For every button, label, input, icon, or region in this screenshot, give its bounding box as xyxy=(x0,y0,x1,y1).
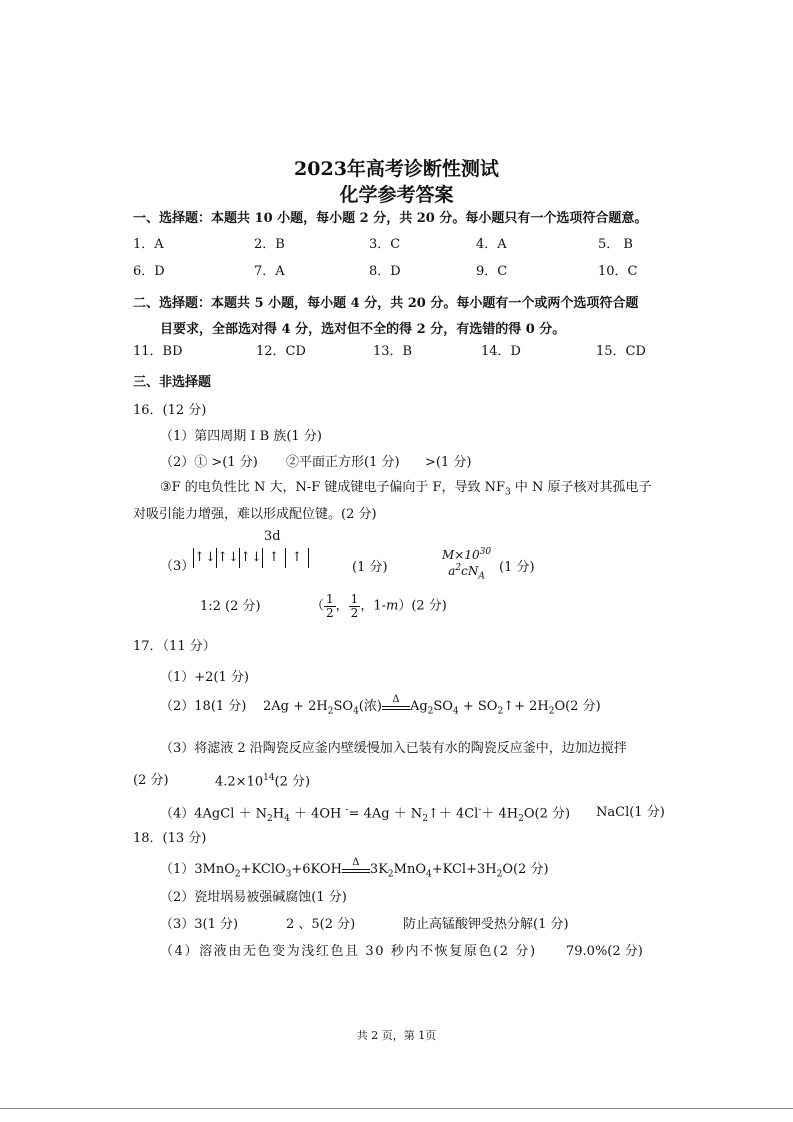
answer-11: 11．BD xyxy=(133,344,183,359)
q16-part3-score1: (1 分) xyxy=(352,560,388,575)
q17-value-tail: (2 分) xyxy=(274,774,311,790)
density-numerator-exp: 30 xyxy=(479,547,492,557)
section3-heading: 三、非选择题 xyxy=(133,375,212,390)
q18-part1-text: （1）3MnO xyxy=(160,862,235,877)
q17-part4-text: （4）4AgCl ＋ N xyxy=(160,806,267,822)
density-denominator-exp: 2 xyxy=(455,562,462,573)
q16-part2-explanation-tail: 中 N 原子核对其孤电子 xyxy=(510,480,652,495)
section2-heading-line1: 二、选择题：本题共 5 小题，每小题 4 分，共 20 分。每小题有一个或两个选项符合题 xyxy=(133,296,639,311)
q17-eq-left: 2Ag + 2H xyxy=(263,699,328,714)
answer-3: 3．C xyxy=(369,237,401,252)
q16-part3-label: （3） xyxy=(160,559,195,574)
answer-5: 5． B xyxy=(598,237,633,252)
q17-part4: （4）4AgCl ＋ $N_2H_4 + 4OH$ $^-= 4Ag + N_2↑+ 4Cl^-+ 4H_2O(2$ 分) xyxy=(160,805,571,824)
coord-frac1-num: 1 xyxy=(326,592,334,606)
page-footer: 共 2 页，第 1页 xyxy=(356,1029,437,1042)
answer-14: 14．D xyxy=(481,344,521,359)
q17-eq-right: Ag xyxy=(409,699,428,714)
q16-part2a: （2）① >(1 分) xyxy=(160,455,258,470)
density-denominator: a xyxy=(448,563,456,578)
section2-heading-line2: 目要求，全部选对得 4 分，选对但不全的得 2 分，有选错的得 0 分。 xyxy=(160,322,566,337)
density-formula xyxy=(440,548,493,581)
page-subtitle: 化学参考答案 xyxy=(339,184,454,206)
orbital-box: ↑↓ xyxy=(216,548,239,568)
q18-part2: （2）瓷坩埚易被强碱腐蚀(1 分) xyxy=(160,890,347,905)
answer-10: 10．C xyxy=(598,264,638,279)
coord-frac2-num: 1 xyxy=(350,592,359,606)
q16-subscript: 3 xyxy=(505,487,511,498)
coord-m: m xyxy=(385,598,399,614)
answer-12: 12．CD xyxy=(256,344,306,359)
q16-part2-explanation-line2: 对吸引能力增强，难以形成配位键。(2 分) xyxy=(133,507,377,522)
q18-part4a: （4）溶液由无色变为浅红色且 30 秒内不恢复原色(2 分) xyxy=(160,944,537,959)
q17-equation: $2Ag + 2H_2SO_4$(浓) Δ $Ag_2SO_4$ + $SO_2↑+ 2H_2O(2$ 分) xyxy=(263,694,601,717)
density-denominator-tail: cN xyxy=(461,563,479,578)
coord-sep: ， xyxy=(335,598,349,614)
q16-ratio: 1:2 (2 分) xyxy=(200,599,261,614)
q17-part1: （1）+2(1 分) xyxy=(160,670,249,685)
answer-7: 7．A xyxy=(254,264,285,279)
q16-heading: 16．(12 分) xyxy=(133,403,207,418)
q18-part3a: （3）3(1 分) xyxy=(160,917,239,932)
q17-value-exp: 14 xyxy=(263,773,275,783)
q18-part3b: 2 、5(2 分) xyxy=(286,917,356,932)
orbital-box: ↑ xyxy=(285,548,309,568)
q18-part4b: 79.0%(2 分) xyxy=(566,944,643,959)
heat-arrow xyxy=(342,857,370,873)
coord-open: （ xyxy=(311,598,325,614)
coord-tail: ，1- xyxy=(360,598,386,614)
q16-part1: （1）第四周期 I B 族(1 分) xyxy=(160,429,322,444)
heat-symbol: Δ xyxy=(352,857,360,868)
answer-1: 1．A xyxy=(133,237,164,252)
coord-close: ）(2 分) xyxy=(398,598,447,614)
q17-part3: （3）将滤液 2 沿陶瓷反应釜内壁缓慢加入已装有水的陶瓷反应釜中，边加边搅拌 xyxy=(160,741,627,756)
q16-part2-explanation-text: ③F 的电负性比 N 大，N-F 键成键电子偏向于 F，导致 NF xyxy=(160,480,506,495)
section1-heading: 一、选择题：本题共 10 小题，每小题 2 分，共 20 分。每小题只有一个选项符合题意。 xyxy=(133,211,648,226)
q17-part3-value xyxy=(215,774,310,788)
q16-part3-score2: (1 分) xyxy=(499,560,535,575)
answer-6: 6．D xyxy=(133,264,165,279)
orbital-box: ↑↓ xyxy=(193,548,216,568)
q16-part2-explanation xyxy=(160,481,652,498)
q17-part2-score: （2）18(1 分) xyxy=(160,699,247,714)
answer-4: 4．A xyxy=(476,237,507,252)
orbital-diagram xyxy=(193,548,309,568)
heat-arrow xyxy=(382,694,410,710)
q18-heading: 18．(13 分) xyxy=(133,831,207,846)
answer-15: 15．CD xyxy=(596,344,646,359)
answer-13: 13．B xyxy=(373,344,413,359)
page-title: 2023年高考诊断性测试 xyxy=(294,158,499,180)
q18-part3c: 防止高锰酸钾受热分解(1 分) xyxy=(403,917,569,932)
density-numerator: M×10 xyxy=(442,548,480,562)
q18-part1: （1）3MnO$_2$+KClO$_3$+6KOH Δ $3K_2MnO_4+KCl+3H_2O(2$ 分) xyxy=(160,857,549,880)
q17-part3-score: (2 分) xyxy=(133,773,169,788)
coord-frac2-den: 2 xyxy=(350,605,359,620)
q16-coordinate xyxy=(311,593,447,619)
q17-heading: 17．（11 分） xyxy=(133,639,216,654)
answer-9: 9．C xyxy=(476,264,508,279)
orbital-box: ↑ xyxy=(262,548,285,568)
orbital-box: ↑↓ xyxy=(239,548,262,568)
q17-part4-answer: NaCl(1 分) xyxy=(596,805,665,820)
q16-part2b: ②平面正方形(1 分) xyxy=(286,455,400,470)
q17-value: 4.2×10 xyxy=(215,774,264,790)
coord-frac1-den: 2 xyxy=(326,605,334,620)
orbital-label: 3d xyxy=(264,529,281,544)
answer-8: 8．D xyxy=(369,264,401,279)
bottom-divider xyxy=(0,1108,793,1109)
heat-symbol: Δ xyxy=(392,694,400,705)
density-denominator-sub: A xyxy=(478,570,485,581)
q16-part2c: >(1 分) xyxy=(425,455,472,470)
answer-2: 2．B xyxy=(254,237,285,252)
